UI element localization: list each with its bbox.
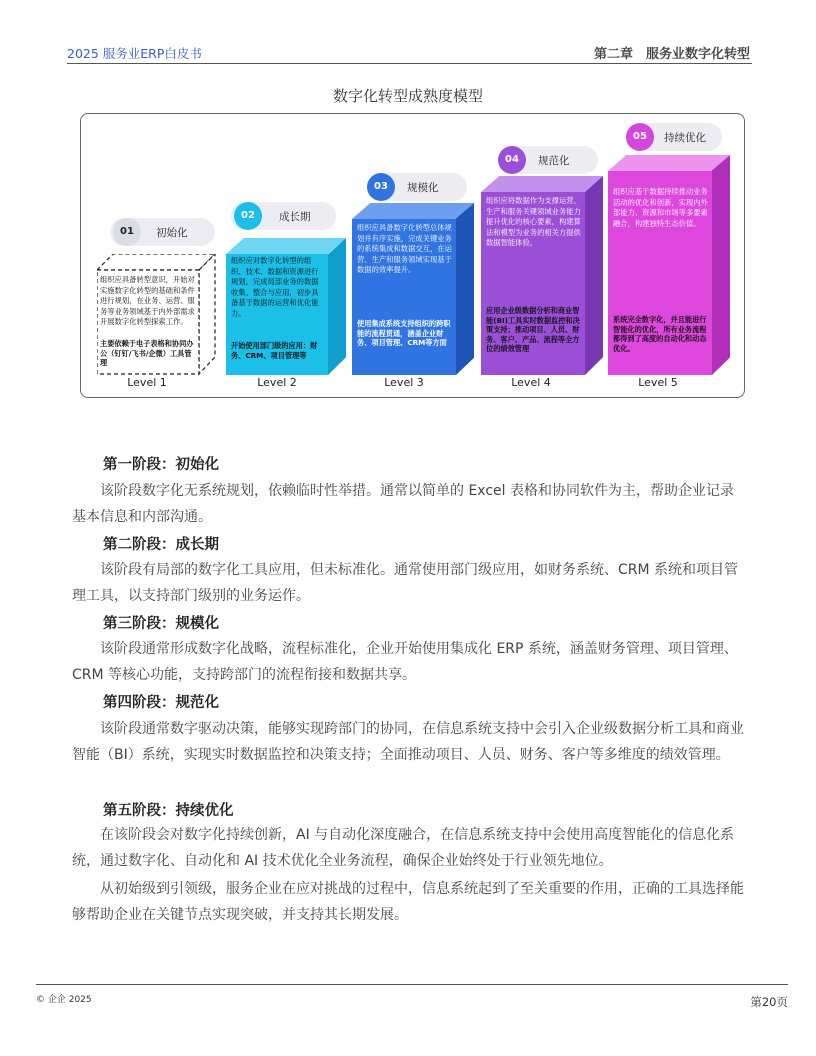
level-3-desc: 组织应具备数字化转型总体规划并有序实施，完成关键业务的系统集成和数据交互，在运营、生产和服务领域实现基于数据的效率提升。: [357, 223, 452, 274]
level-3-label: Level 3: [384, 376, 424, 389]
pill-level-3: [367, 173, 467, 201]
level-1-name: 初始化: [156, 227, 188, 239]
level-5-apps: 系统完全数字化，并且能进行智能化的优化，所有业务流程都得到了高度的自动化和动态优化。: [613, 315, 707, 353]
block-level-3-side: [456, 203, 474, 375]
level-5-label: Level 5: [638, 376, 678, 389]
closing-paragraph: 从初始级到引领级，服务企业在应对挑战的过程中，信息系统起到了至关重要的作用，正确的工具选择能够帮助企业在关键节点实现突破，并支持其长期发展。: [72, 881, 744, 923]
badge-level-2: 02: [234, 202, 262, 230]
section-4-title: 第四阶段：规范化: [103, 695, 219, 711]
pill-level-1: [110, 218, 215, 246]
level-1-apps: 主要依赖于电子表格和协同办公（钉钉/飞书/企微）工具管理: [100, 339, 194, 368]
footer-copyright: © 企企 2025: [36, 995, 92, 1005]
block-level-5-side: [712, 155, 730, 375]
level-2-name: 成长期: [279, 211, 311, 223]
level-5-desc: 组织应基于数据持续推动业务活动的优化和创新，实现内外部能力、资源和市场等多要素融合，构建独特生态价值。: [613, 187, 708, 228]
level-5-name: 持续优化: [664, 132, 706, 144]
block-level-2: [226, 238, 346, 375]
badge-level-3: 03: [367, 173, 395, 201]
pill-level-2: [231, 202, 336, 230]
level-2-desc: 组织应对数字化转型的组织、技术、数据和资源进行规划，完成局部业务的数据收集、整合与应用，初步具备基于数据的运营和优化能力。: [231, 256, 319, 318]
section-2-title: 第二阶段：成长期: [103, 537, 219, 553]
level-3-name: 规模化: [407, 182, 439, 194]
section-3-title: 第三阶段：规模化: [103, 616, 219, 632]
section-3-body: 该阶段通常形成数字化战略，流程标准化，企业开始使用集成化 ERP 系统，涵盖财务管理、项目管理、CRM 等核心功能，支持跨部门的流程衔接和数据共享。: [72, 641, 738, 683]
block-level-5-top: [608, 155, 730, 171]
level-3-apps: 使用集成系统支持组织的跨职能的流程贯通，涵盖企业财务、项目管理、CRM等方面: [357, 319, 451, 348]
level-4-name: 规范化: [538, 155, 570, 167]
section-1-body: 该阶段数字化无系统规划，依赖临时性举措。通常以简单的 Excel 表格和协同软件为主，帮助企业记录基本信息和内部沟通。: [72, 483, 734, 525]
block-level-5: [608, 155, 730, 375]
section-4-body: 该阶段通常数字驱动决策，能够实现跨部门的协同，在信息系统支持中会引入企业级数据分析工具和商业智能（BI）系统，实现实时数据监控和决策支持；全面推动项目、人员、财务、客户等多维度的绩效管理。: [72, 721, 744, 763]
block-level-3: [352, 203, 474, 375]
block-level-4-side: [585, 176, 603, 375]
figure-title: 数字化转型成熟度模型: [332, 87, 483, 105]
section-1-title: 第一阶段：初始化: [103, 457, 219, 473]
header-right: 第二章 服务业数字化转型: [593, 47, 750, 62]
block-level-2-side: [328, 238, 346, 375]
block-level-2-top: [226, 238, 346, 254]
level-2-label: Level 2: [257, 376, 297, 389]
footer-divider: [36, 984, 788, 985]
section-2-body: 该阶段有局部的数字化工具应用，但未标准化。通常使用部门级应用，如财务系统、CRM 系统和项目管理工具，以支持部门级别的业务运作。: [72, 562, 739, 604]
level-4-label: Level 4: [511, 376, 551, 389]
block-level-3-top: [352, 203, 474, 219]
header-left: 2025 服务业ERP白皮书: [67, 46, 202, 61]
pill-level-5: [626, 123, 722, 151]
page-number: 第20页: [750, 995, 788, 1009]
block-level-4: [481, 176, 603, 375]
pill-level-4: [498, 146, 598, 174]
badge-level-4: 04: [498, 146, 526, 174]
level-4-desc: 组织应将数据作为支撑运营、生产和服务关键领域业务能力提升优化的核心要素，构建算法和模型为业务的相关方提供数据智能体验。: [486, 196, 581, 247]
badge-level-5: 05: [626, 123, 654, 151]
block-level-4-top: [481, 176, 603, 192]
section-5-title: 第五阶段：持续优化: [103, 803, 234, 819]
level-1-label: Level 1: [127, 376, 167, 389]
block-level-1: [97, 254, 217, 376]
level-1-desc: 组织应具备转型意识，开始对实施数字化转型的基础和条件进行规划，在业务、运营、服务等业务领域基于内外部需求开展数字化转型探索工作。: [100, 275, 195, 326]
header-divider: [67, 63, 752, 64]
badge-level-1: 01: [113, 218, 141, 246]
level-4-apps: 应用企业级数据分析和商业智能(BI)工具实时数据监控和决策支持；推动项目、人员、财务、客户、产品、流程等全方位的绩效管理: [486, 306, 580, 354]
level-2-apps: 开始使用部门级的应用：财务、CRM、项目管理等: [231, 341, 318, 360]
section-5-body: 在该阶段会对数字化持续创新，AI 与自动化深度融合，在信息系统支持中会使用高度智能化的信息化系统，通过数字化、自动化和 AI 技术优化全业务流程，确保企业始终处于行业领先地位。: [72, 827, 735, 869]
